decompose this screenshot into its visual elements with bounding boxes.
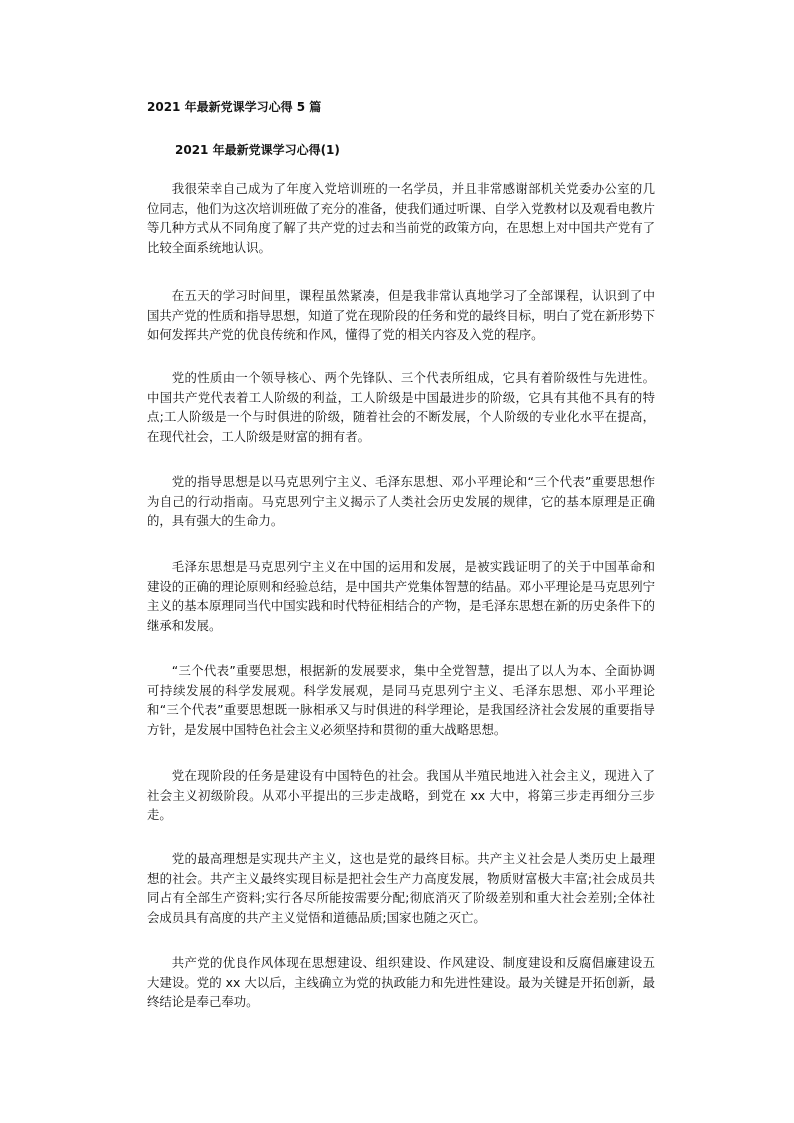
paragraph-2: 在五天的学习时间里，课程虽然紧凑，但是我非常认真地学习了全部课程，认识到了中国共产党的性质和指导思想，知道了党在现阶段的任务和党的最终目标，明白了党在新形势下如何发挥共产党的优良传统和作风，懂得了党的相关内容及入党的程序。 [147, 288, 656, 343]
paragraph-8: 党的最高理想是实现共产主义，这也是党的最终目标。共产主义社会是人类历史上最理想的社会。共产主义最终实现目标是把社会生产力高度发展，物质财富极大丰富;社会成员共同占有全部生产资料;实行各尽所能按需要分配;彻底消灭了阶级差别和重大社会差别;全体社会成员具有高度的共产主义觉悟和道德品质;国家也随之灭亡。 [147, 851, 655, 925]
paragraph-7: 党在现阶段的任务是建设有中国特色的社会。我国从半殖民地进入社会主义，现进入了社会主义初级阶段。从邓小平提出的三步走战略，到党在 xx 大中，将第三步走再细分三步走。 [147, 768, 655, 823]
paragraph-3: 党的性质由一个领导核心、两个先锋队、三个代表所组成，它具有着阶级性与先进性。中国共产党代表着工人阶级的利益，工人阶级是中国最进步的阶级，它具有其他不具有的特点;工人阶级是一个与时俱进的阶级，随着社会的不断发展，个人阶级的专业化水平在提高，在现代社会，工人阶级是财富的拥有者。 [147, 370, 655, 444]
paragraph-4: 党的指导思想是以马克思列宁主义、毛泽东思想、邓小平理论和“三个代表”重要思想作为自己的行动指南。马克思列宁主义揭示了人类社会历史发展的规律，它的基本原理是正确的，具有强大的生命力。 [147, 474, 655, 529]
document-title: 2021 年最新党课学习心得 5 篇 [147, 100, 322, 114]
paragraph-1: 我很荣幸自己成为了年度入党培训班的一名学员，并且非常感谢部机关党委办公室的几位同志，他们为这次培训班做了充分的准备，使我们通过听课、自学入党教材以及观看电教片等几种方式从不同角度了解了共产党的过去和当前党的政策方向，在思想上对中国共产党有了比较全面系统地认识。 [147, 181, 656, 255]
paragraph-9: 共产党的优良作风体现在思想建设、组织建设、作风建设、制度建设和反腐倡廉建设五大建设。党的 xx 大以后，主线确立为党的执政能力和先进性建设。最为关键是开拓创新，最终结论是奉己奉功。 [147, 955, 655, 1010]
section-title: 2021 年最新党课学习心得(1) [175, 143, 340, 157]
paragraph-6: “三个代表”重要思想，根据新的发展要求，集中全党智慧，提出了以人为本、全面协调可持续发展的科学发展观。科学发展观，是同马克思列宁主义、毛泽东思想、邓小平理论和“三个代表”重要思想既一脉相承又与时俱进的科学理论，是我国经济社会发展的重要指导方针，是发展中国特色社会主义必须坚持和贯彻的重大战略思想。 [147, 663, 655, 737]
paragraph-5: 毛泽东思想是马克思列宁主义在中国的运用和发展，是被实践证明了的关于中国革命和建设的正确的理论原则和经验总结，是中国共产党集体智慧的结晶。邓小平理论是马克思列宁主义的基本原理同当代中国实践和时代特征相结合的产物，是毛泽东思想在新的历史条件下的继承和发展。 [147, 559, 656, 633]
